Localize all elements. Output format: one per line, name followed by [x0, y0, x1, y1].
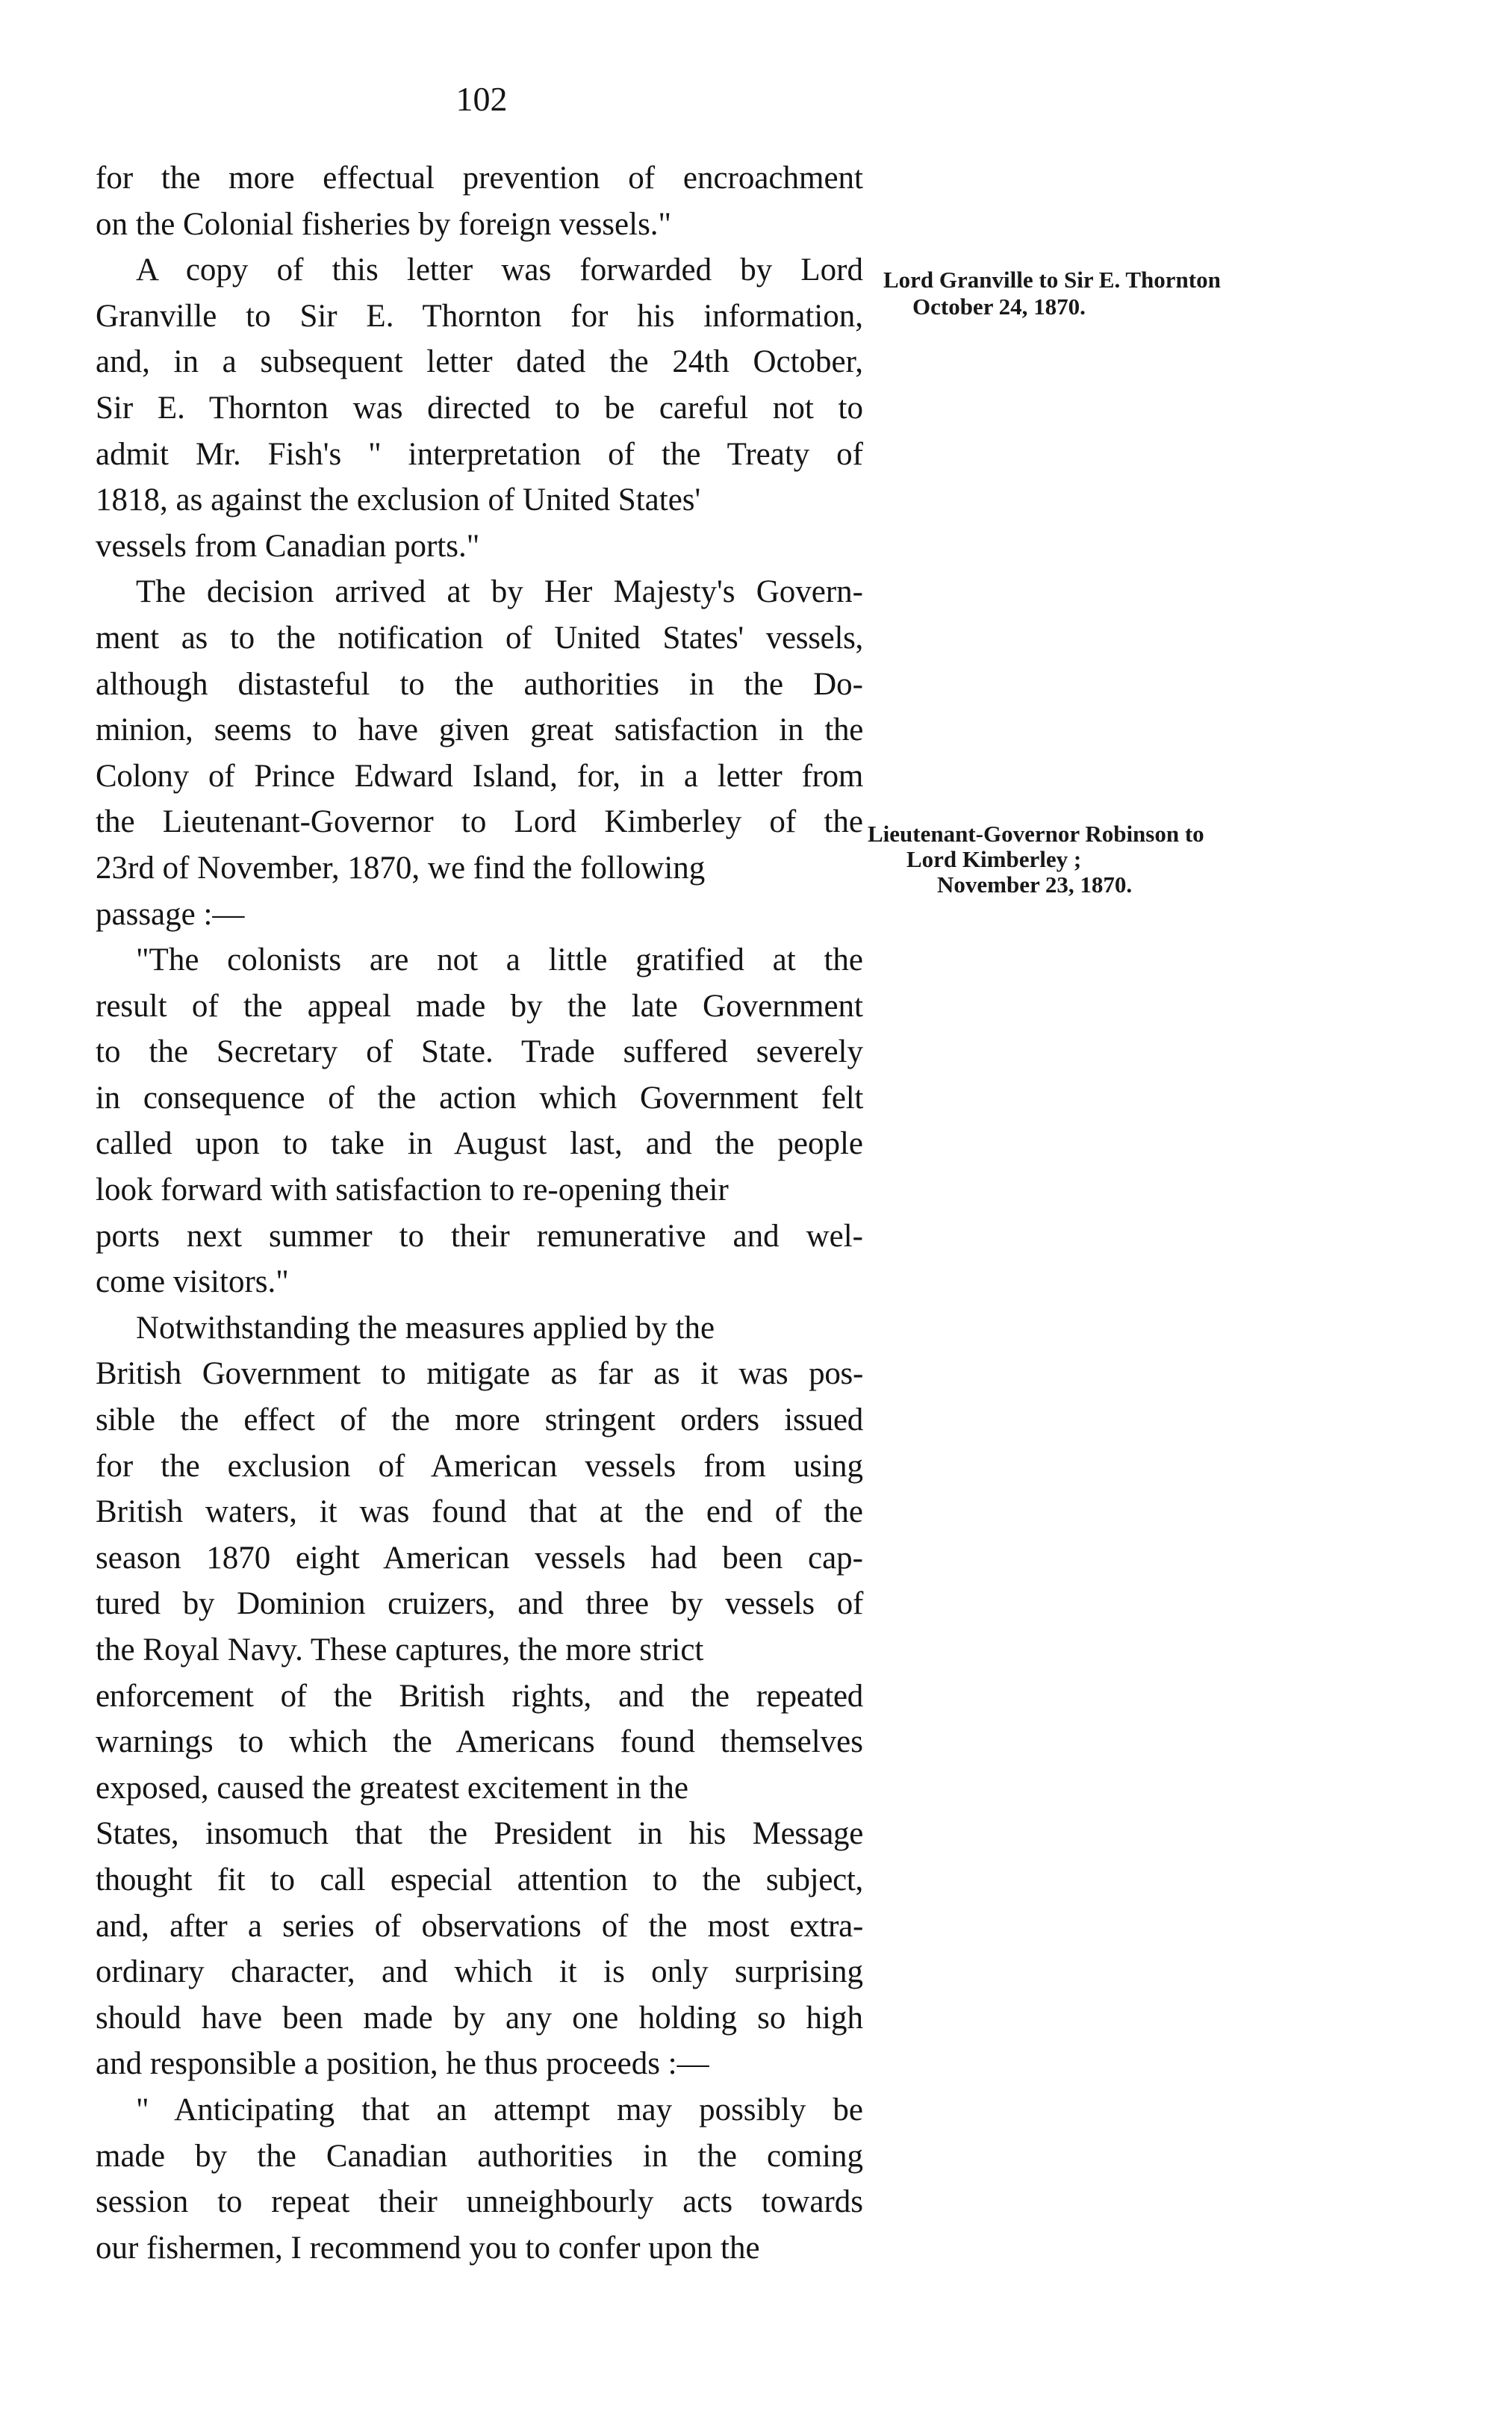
text-line: sible the effect of the more stringent orders issued	[96, 1402, 863, 1438]
text-line: ment as to the notification of United States' vessels,	[96, 620, 863, 656]
text-line: the Lieutenant-Governor to Lord Kimberley of the	[96, 804, 863, 840]
text-line: look forward with satisfaction to re-opening their	[96, 1172, 729, 1208]
text-line: vessels from Canadian ports."	[96, 528, 480, 564]
text-line: our fishermen, I recommend you to confer upon the	[96, 2230, 760, 2266]
text-line: called upon to take in August last, and the people	[96, 1126, 863, 1162]
text-line: " Anticipating that an attempt may possibly be	[136, 2092, 863, 2127]
margin-note-robinson-title: Lieutenant-Governor Robinson to	[868, 821, 1204, 847]
margin-note-robinson-recipient: Lord Kimberley ;	[906, 846, 1082, 872]
text-line: enforcement of the British rights, and the repeated	[96, 1678, 863, 1714]
text-line: for the exclusion of American vessels from using	[96, 1448, 863, 1484]
text-line: warnings to which the Americans found themselves	[96, 1724, 863, 1760]
text-line: admit Mr. Fish's " interpretation of the Treaty of	[96, 436, 863, 472]
text-line: although distasteful to the authorities in the Do-	[96, 666, 863, 702]
text-line: 23rd of November, 1870, we find the following	[96, 850, 706, 886]
text-line: Granville to Sir E. Thornton for his information,	[96, 298, 863, 334]
page-number: 102	[455, 80, 508, 118]
text-line: should have been made by any one holding so high	[96, 2000, 863, 2036]
margin-note-granville-date: October 24, 1870.	[912, 293, 1086, 320]
text-line: States, insomuch that the President in his Message	[96, 1816, 863, 1852]
text-line: made by the Canadian authorities in the coming	[96, 2138, 863, 2174]
text-line: "The colonists are not a little gratified at the	[136, 942, 863, 978]
text-line: thought fit to call especial attention to the subject,	[96, 1862, 863, 1897]
text-line: on the Colonial fisheries by foreign vessels."	[96, 206, 672, 242]
text-line: the Royal Navy. These captures, the more strict	[96, 1632, 704, 1667]
margin-note-granville-title: Lord Granville to Sir E. Thornton	[883, 267, 1221, 293]
text-line: in consequence of the action which Government felt	[96, 1080, 863, 1116]
text-line: season 1870 eight American vessels had been cap-	[96, 1540, 863, 1576]
text-line: and, after a series of observations of the most extra-	[96, 1908, 863, 1944]
text-line: to the Secretary of State. Trade suffered severely	[96, 1034, 863, 1070]
text-line: session to repeat their unneighbourly acts towards	[96, 2184, 863, 2220]
text-line: ordinary character, and which it is only surprising	[96, 1954, 863, 1990]
body-text	[96, 155, 863, 2271]
text-line: come visitors."	[96, 1264, 289, 1300]
text-line: Notwithstanding the measures applied by the	[136, 1310, 715, 1346]
margin-note-robinson-date: November 23, 1870.	[937, 871, 1133, 898]
text-line: British waters, it was found that at the end of the	[96, 1494, 863, 1530]
text-line: ports next summer to their remunerative and wel-	[96, 1218, 863, 1254]
text-line: and responsible a position, he thus proceeds :—	[96, 2046, 709, 2082]
text-line: Colony of Prince Edward Island, for, in a letter from	[96, 758, 863, 794]
text-line: A copy of this letter was forwarded by Lord	[136, 252, 863, 288]
text-line: The decision arrived at by Her Majesty's Govern-	[136, 574, 863, 610]
text-line: result of the appeal made by the late Government	[96, 988, 863, 1024]
text-line: for the more effectual prevention of encroachment	[96, 161, 863, 196]
text-line: tured by Dominion cruizers, and three by vessels of	[96, 1586, 863, 1622]
text-line: exposed, caused the greatest excitement in the	[96, 1770, 688, 1806]
text-line: passage :—	[96, 896, 245, 932]
text-line: British Government to mitigate as far as it was pos-	[96, 1356, 863, 1392]
text-line: and, in a subsequent letter dated the 24th October,	[96, 344, 863, 380]
text-line: Sir E. Thornton was directed to be careful not to	[96, 390, 863, 426]
text-line: 1818, as against the exclusion of United States'	[96, 482, 701, 518]
text-line: minion, seems to have given great satisfaction in the	[96, 712, 863, 748]
